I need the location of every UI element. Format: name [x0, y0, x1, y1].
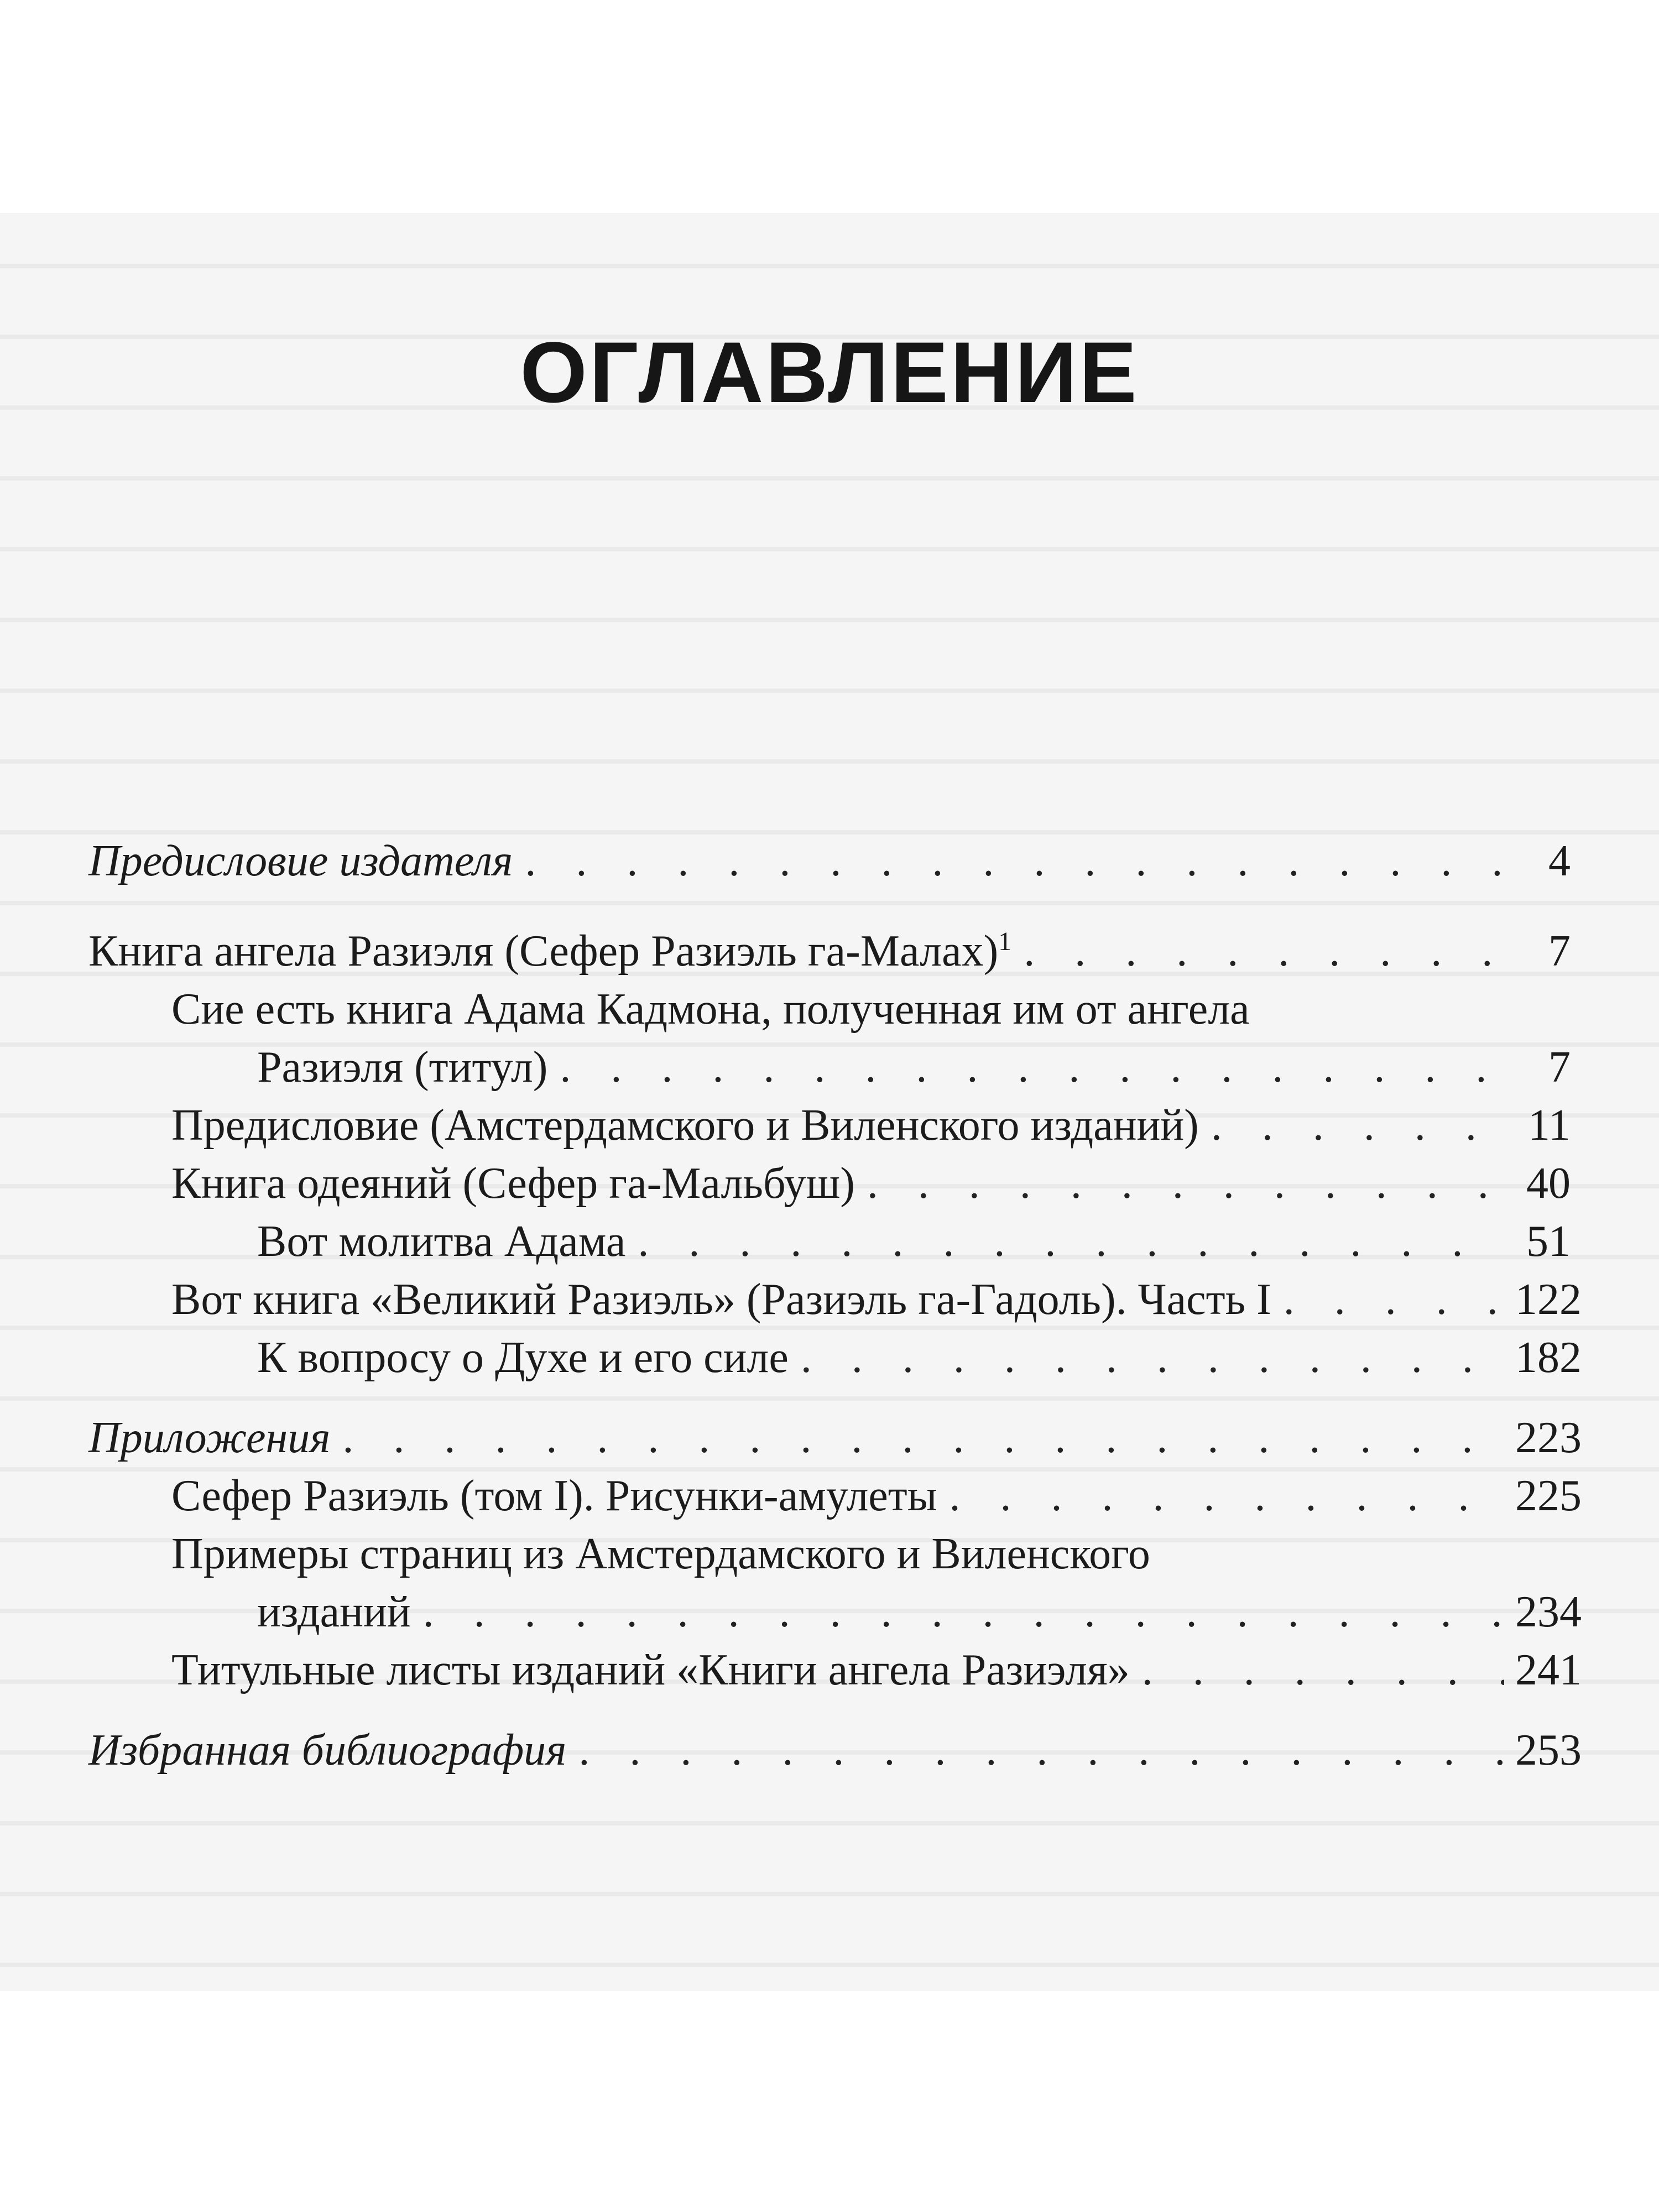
dot-leader: [1142, 1641, 1504, 1699]
dot-leader: [638, 1213, 1504, 1271]
toc-entry-title-pages: [88, 1641, 1582, 1699]
toc-page-number: 11: [1527, 1101, 1571, 1150]
toc-entry-label: Книга одеяний (Сефер га-Мальбуш): [171, 1159, 855, 1208]
dot-leader: [578, 1721, 1504, 1780]
toc-entry-adam-title: [88, 980, 1571, 1039]
toc-entry-adam-title-cont: [88, 1039, 1571, 1097]
dot-leader: [801, 1329, 1504, 1387]
toc-entry-label: Вот молитва Адама: [257, 1217, 626, 1266]
toc-entry-label: К вопросу о Духе и его силе: [257, 1333, 789, 1382]
toc-entry-great-raziel: [88, 1271, 1582, 1329]
toc-entry-bibliography: [88, 1721, 1582, 1780]
dot-leader: [1024, 922, 1504, 980]
dot-leader: [525, 832, 1504, 890]
page-title: ОГЛАВЛЕНИЕ: [520, 325, 1139, 421]
toc-entry-sample-pages-cont: [88, 1583, 1582, 1641]
dot-leader: [1211, 1097, 1504, 1155]
dot-leader: [1284, 1271, 1504, 1329]
toc-entry-adam-prayer: [88, 1213, 1571, 1271]
toc-entry-preface-editions: [88, 1097, 1571, 1155]
dot-leader: [342, 1409, 1504, 1467]
toc-entry-appendices: [88, 1409, 1582, 1467]
toc-page-number: 7: [1548, 1043, 1571, 1092]
dot-leader: [867, 1155, 1504, 1213]
toc-page-number: 7: [1548, 927, 1571, 975]
book-page: [0, 213, 1659, 1991]
toc-entry-label-line1: Сие есть книга Адама Кадмона, полученная им от ангела: [171, 985, 1250, 1034]
dot-leader: [423, 1583, 1504, 1641]
toc-page-number: 225: [1515, 1472, 1582, 1520]
toc-entry-label: Предисловие издателя: [88, 837, 513, 885]
toc-entry-label-line2: изданий: [257, 1588, 411, 1636]
toc-entry-label: Сефер Разиэль (том I). Рисунки-амулеты: [171, 1472, 937, 1520]
dot-leader: [560, 1039, 1504, 1097]
toc-page-number: 234: [1515, 1588, 1582, 1636]
toc-entry-label: Титульные листы изданий «Книги ангела Разиэля»: [171, 1646, 1130, 1694]
toc-page-number: 51: [1526, 1217, 1571, 1266]
toc-entry-amulets: [88, 1467, 1582, 1525]
toc-entry-spirit: [88, 1329, 1582, 1387]
toc-page-number: 4: [1548, 837, 1571, 885]
toc-page-number: 241: [1515, 1646, 1582, 1694]
toc-page-number: 122: [1515, 1275, 1582, 1324]
toc-entry-label: Вот книга «Великий Разиэль» (Разиэль га-Гадоль). Часть I: [171, 1275, 1271, 1324]
toc-entry-publisher-preface: [88, 832, 1571, 890]
dot-leader: [949, 1467, 1504, 1525]
toc-page-number: 253: [1515, 1726, 1582, 1775]
toc-entry-label: Предисловие (Амстердамского и Виленского изданий): [171, 1101, 1199, 1150]
toc-page-number: 40: [1526, 1159, 1571, 1208]
toc-entry-book: [88, 912, 1571, 980]
toc-page-number: 223: [1515, 1413, 1582, 1462]
toc-entry-sample-pages: [88, 1525, 1571, 1583]
toc-page-number: 182: [1515, 1333, 1582, 1382]
toc-entry-label-line1: Примеры страниц из Амстердамского и Виленского: [171, 1530, 1150, 1578]
toc-entry-label: Приложения: [88, 1413, 331, 1462]
table-of-contents: [88, 832, 1582, 1780]
footnote-marker: 1: [998, 927, 1012, 956]
toc-entry-garments: [88, 1155, 1571, 1213]
toc-entry-label-line2: Разиэля (титул): [257, 1043, 548, 1092]
toc-entry-label: Избранная библиография: [88, 1726, 567, 1775]
toc-entry-label: Книга ангела Разиэля (Сефер Разиэль га-Малах)$^1$: [88, 927, 1012, 975]
